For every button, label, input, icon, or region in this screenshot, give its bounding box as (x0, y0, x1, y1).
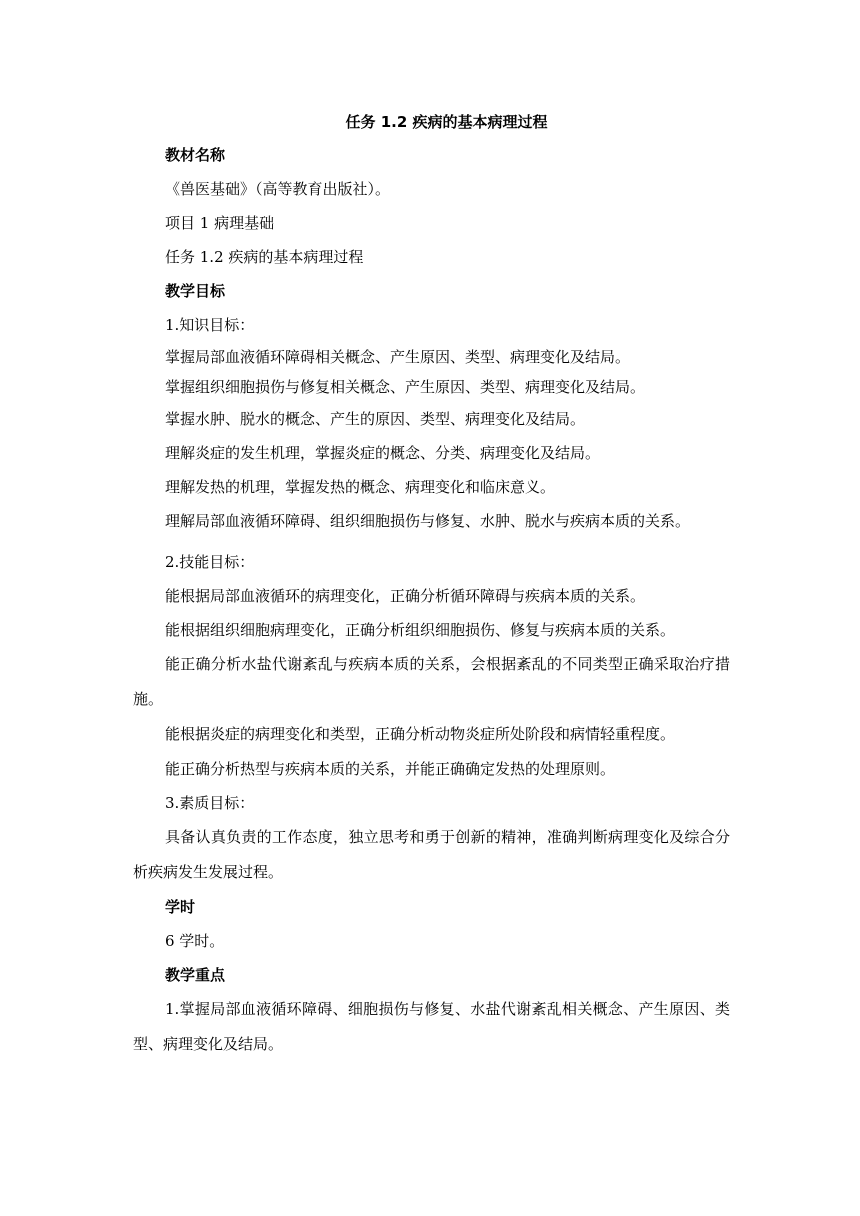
document-title: 任务 1.2 疾病的基本病理过程 (345, 113, 548, 131)
knowledge-objective-item: 理解炎症的发生机理，掌握炎症的概念、分类、病理变化及结局。 (165, 444, 601, 462)
skill-objective-item: 能根据炎症的病理变化和类型，正确分析动物炎症所处阶段和病情轻重程度。 (165, 725, 676, 743)
skill-objective-item: 能正确分析水盐代谢紊乱与疾病本质的关系，会根据紊乱的不同类型正确采取治疗措施。 (133, 655, 730, 708)
skill-objectives-label: 2.技能目标： (165, 553, 255, 571)
class-hours: 6 学时。 (165, 932, 225, 950)
section-heading-objectives: 教学目标 (165, 282, 226, 300)
knowledge-objective-item: 理解局部血液循环障碍、组织细胞损伤与修复、水肿、脱水与疾病本质的关系。 (165, 512, 691, 530)
section-heading-key-points: 教学重点 (165, 966, 226, 984)
project-name: 项目 1 病理基础 (165, 214, 275, 232)
key-point-item: 1.掌握局部血液循环障碍、细胞损伤与修复、水盐代谢紊乱相关概念、产生原因、类型、病理变化及结局。 (133, 1000, 730, 1053)
task-name: 任务 1.2 疾病的基本病理过程 (165, 248, 364, 266)
knowledge-objectives-label: 1.知识目标： (165, 316, 255, 334)
knowledge-objective-item: 掌握局部血液循环障碍相关概念、产生原因、类型、病理变化及结局。 (165, 348, 631, 366)
knowledge-objective-item: 掌握水肿、脱水的概念、产生的原因、类型、病理变化及结局。 (165, 410, 586, 428)
quality-objectives-label: 3.素质目标： (165, 794, 255, 812)
quality-objective-item: 具备认真负责的工作态度，独立思考和勇于创新的精神，准确判断病理变化及综合分析疾病发生发展过程。 (133, 828, 730, 881)
section-heading-textbook: 教材名称 (165, 146, 226, 164)
skill-objective-item: 能正确分析热型与疾病本质的关系，并能正确确定发热的处理原则。 (165, 760, 616, 778)
skill-objective-item: 能根据局部血液循环的病理变化，正确分析循环障碍与疾病本质的关系。 (165, 587, 646, 605)
textbook-name: 《兽医基础》（高等教育出版社）。 (165, 180, 391, 198)
document-body (133, 106, 730, 1062)
knowledge-objective-item: 掌握组织细胞损伤与修复相关概念、产生原因、类型、病理变化及结局。 (165, 378, 646, 396)
knowledge-objective-item: 理解发热的机理，掌握发热的概念、病理变化和临床意义。 (165, 478, 556, 496)
section-heading-hours: 学时 (165, 898, 196, 916)
skill-objective-item: 能根据组织细胞病理变化，正确分析组织细胞损伤、修复与疾病本质的关系。 (165, 621, 676, 639)
